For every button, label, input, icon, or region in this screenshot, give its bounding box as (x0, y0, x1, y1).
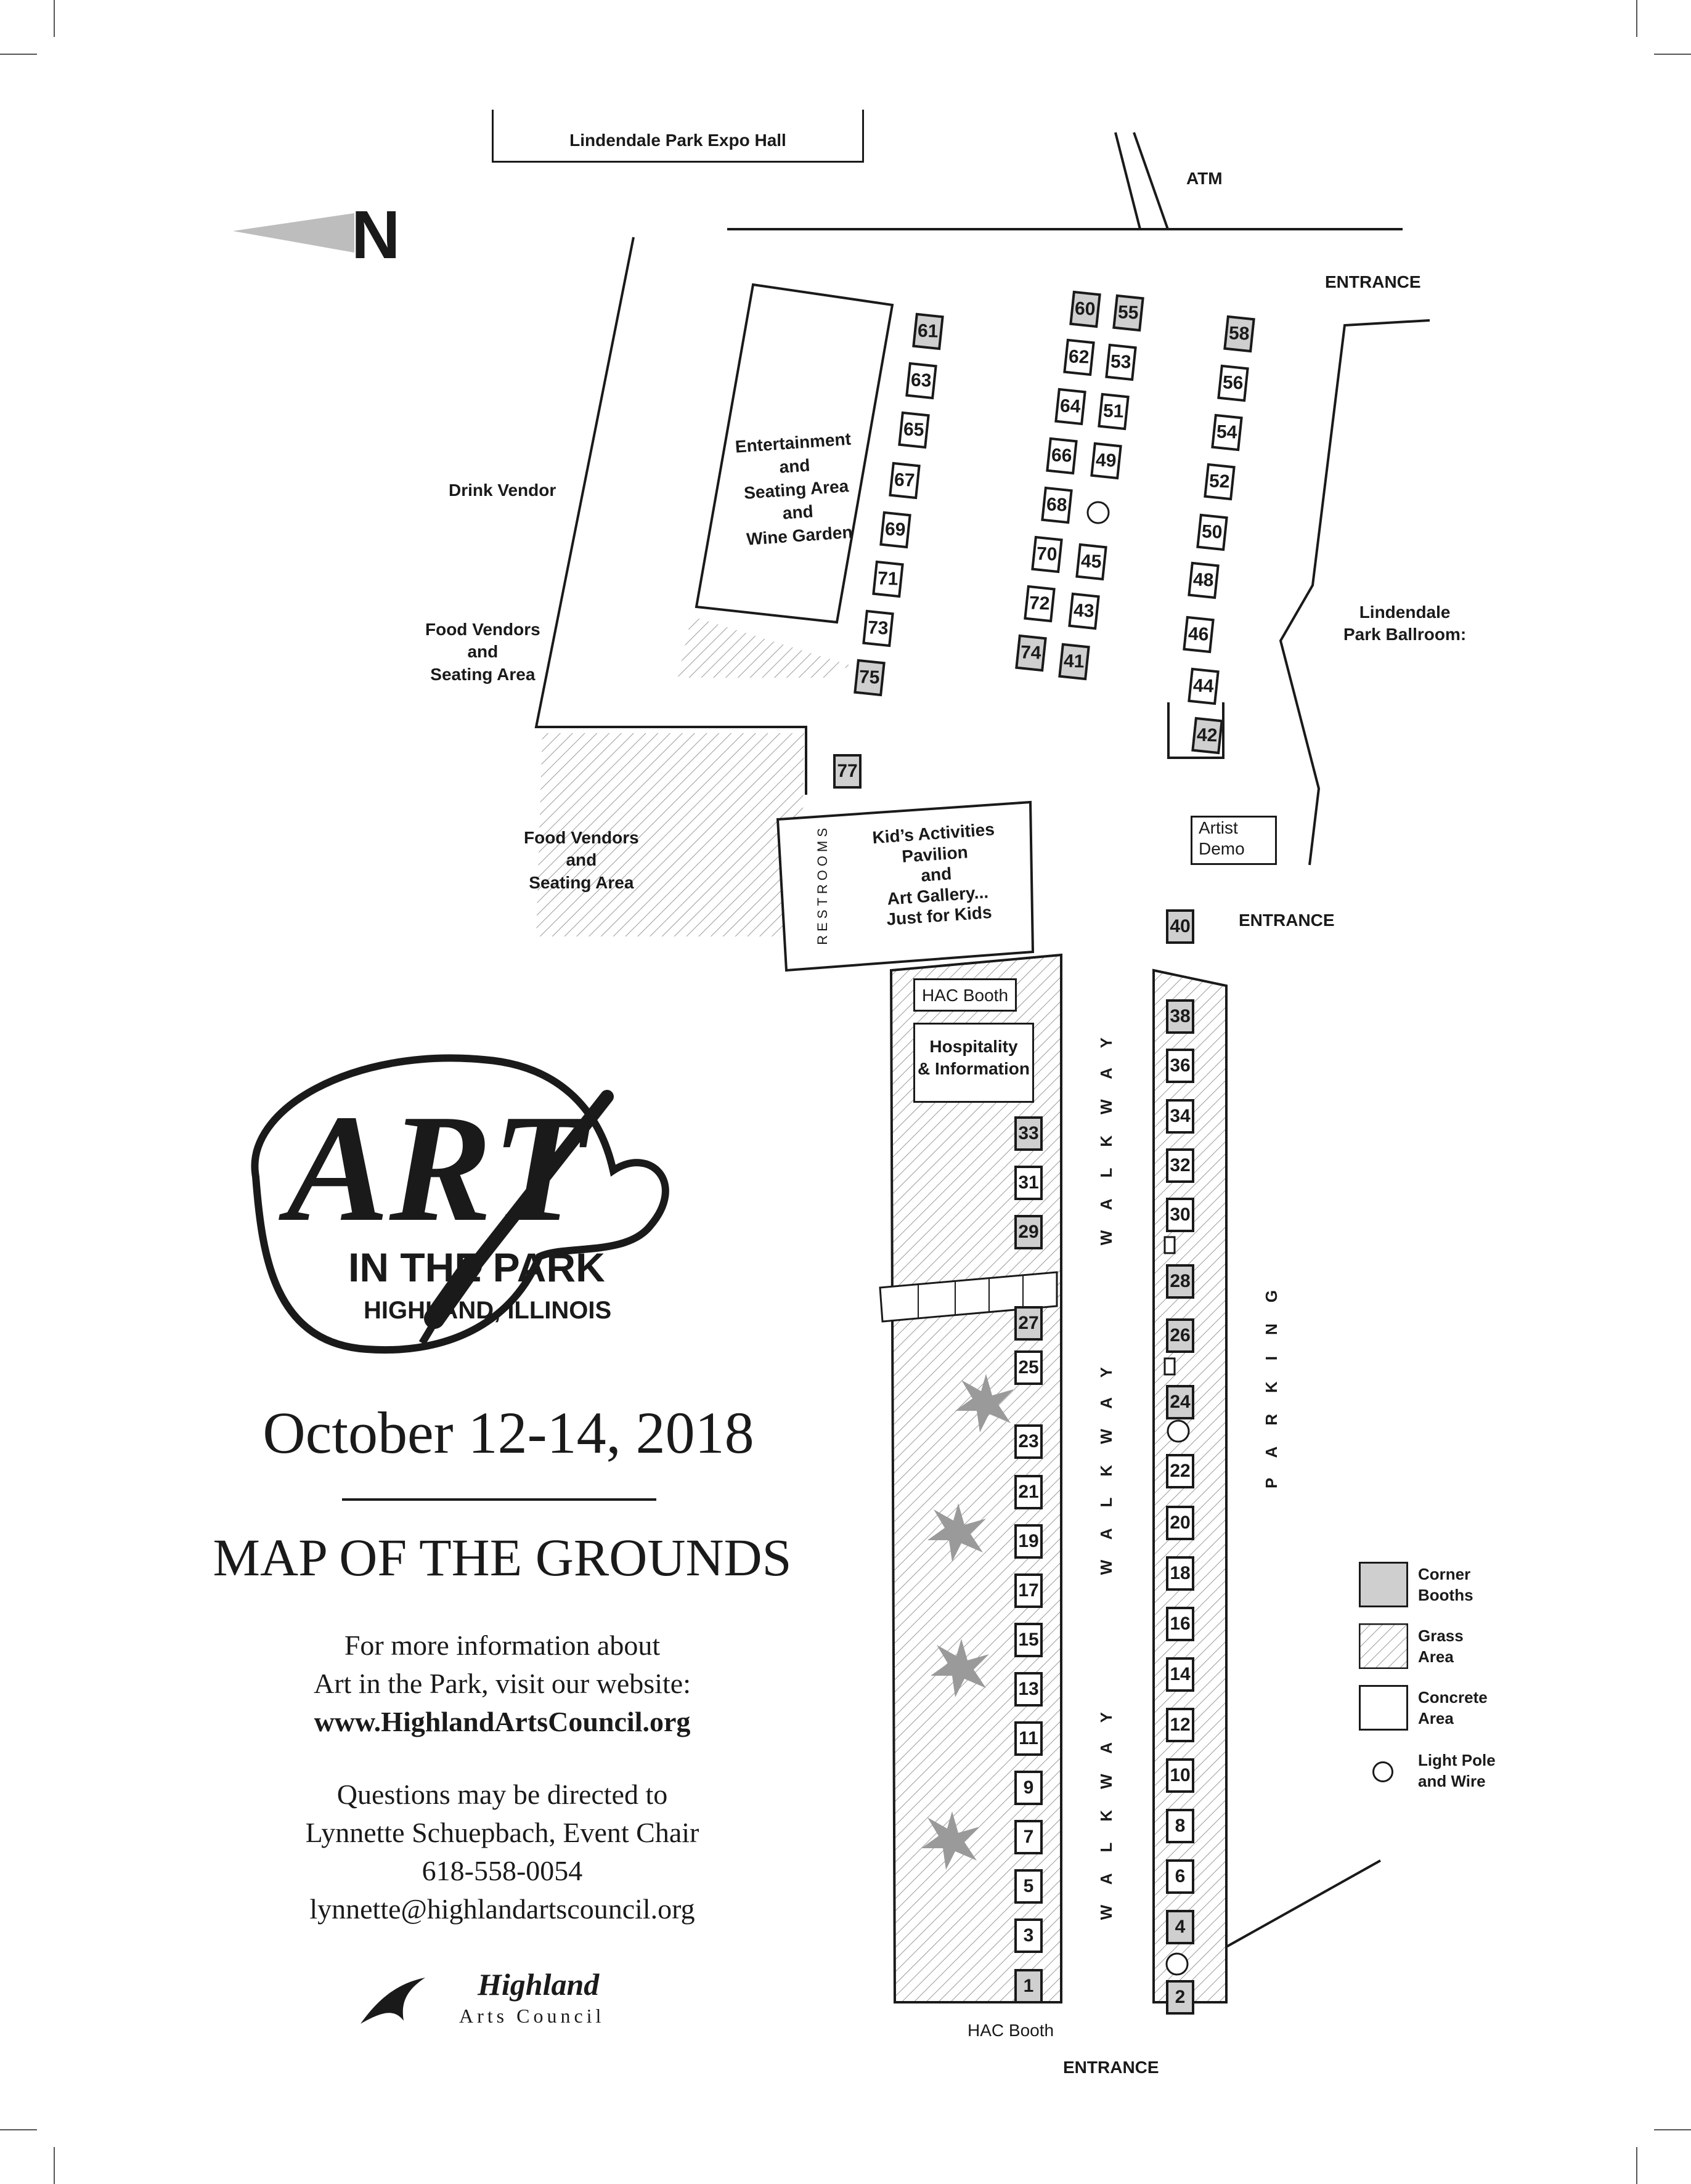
booth-number: 75 (858, 667, 881, 688)
booth-number: 3 (1023, 1925, 1034, 1946)
booth-number: 17 (1018, 1580, 1039, 1601)
north-label: N (351, 197, 401, 273)
booth-55[interactable] (1112, 294, 1144, 332)
booth-33[interactable] (1014, 1116, 1043, 1151)
website-link[interactable]: www.HighlandArtsCouncil.org (314, 1706, 691, 1737)
walkway-3-label: WALKWAY (1097, 1691, 1115, 1920)
legend-concrete-swatch (1359, 1685, 1408, 1731)
booth-49[interactable] (1090, 442, 1122, 480)
booth-4[interactable] (1166, 1910, 1194, 1944)
event-dates: October 12-14, 2018 (263, 1400, 754, 1466)
booth-13[interactable] (1014, 1672, 1043, 1707)
booth-number: 55 (1117, 302, 1139, 323)
light-pole-icon (1372, 1761, 1393, 1782)
booth-number: 29 (1018, 1222, 1039, 1242)
booth-number: 74 (1020, 642, 1042, 664)
booth-2[interactable] (1166, 1980, 1194, 2015)
booth-number: 71 (877, 568, 899, 590)
booth-number: 69 (884, 519, 907, 540)
booth-29[interactable] (1014, 1215, 1043, 1249)
booth-number: 4 (1175, 1917, 1186, 1937)
booth-74[interactable] (1015, 635, 1047, 672)
booth-number: 50 (1201, 521, 1223, 543)
legend-grass-swatch (1359, 1623, 1408, 1669)
legend-concrete-label: Concrete Area (1418, 1688, 1488, 1727)
hac-booth-bottom-label: HAC Booth (968, 2021, 1054, 2040)
booth-number: 10 (1170, 1765, 1191, 1785)
more-info-line-2: Art in the Park, visit our website: (314, 1668, 691, 1699)
booth-54[interactable] (1211, 414, 1243, 452)
ballroom-label: Lindendale Park Ballroom: (1343, 603, 1467, 644)
booth-number: 11 (1019, 1728, 1038, 1748)
booth-42[interactable] (1191, 717, 1223, 755)
food-vendors-1-label: Food Vendors and Seating Area (425, 620, 540, 684)
booth-32[interactable] (1166, 1148, 1194, 1183)
booth-number: 12 (1170, 1715, 1191, 1735)
booth-28[interactable] (1166, 1264, 1194, 1299)
booth-60[interactable] (1069, 291, 1101, 328)
booth-number: 60 (1074, 298, 1096, 320)
booth-number: 51 (1102, 400, 1125, 422)
booth-number: 70 (1036, 543, 1058, 565)
booth-43[interactable] (1068, 593, 1100, 630)
booth-number: 30 (1170, 1204, 1191, 1225)
booth-25[interactable] (1014, 1350, 1043, 1385)
booth-64[interactable] (1054, 388, 1086, 426)
restrooms-label: RESTROOMS (815, 824, 830, 945)
booth-number: 31 (1018, 1172, 1039, 1193)
booth-26[interactable] (1166, 1318, 1194, 1353)
legend-corner-label: Corner Booths (1418, 1565, 1473, 1604)
booth-65[interactable] (898, 412, 930, 449)
booth-34[interactable] (1166, 1099, 1194, 1134)
booth-44[interactable] (1188, 668, 1220, 705)
booth-number: 65 (903, 419, 925, 440)
booth-16[interactable] (1166, 1607, 1194, 1641)
phone-line: 618-558-0054 (422, 1855, 583, 1886)
booth-number: 68 (1046, 494, 1068, 516)
booth-3[interactable] (1014, 1918, 1043, 1953)
map-heading: MAP OF THE GROUNDS (213, 1528, 792, 1587)
booth-40[interactable] (1166, 909, 1194, 944)
booth-31[interactable] (1014, 1166, 1043, 1200)
booth-number: 2 (1175, 1987, 1186, 2007)
kids-pavilion-label: Kid’s Activities Pavilion and Art Gallery... Just for Kids (871, 819, 995, 930)
booth-number: 53 (1110, 351, 1132, 373)
booth-15[interactable] (1014, 1623, 1043, 1657)
booth-45[interactable] (1075, 543, 1107, 581)
booth-number: 6 (1175, 1866, 1186, 1886)
booth-number: 41 (1063, 651, 1085, 672)
booth-number: 77 (837, 761, 858, 781)
booth-number: 28 (1170, 1271, 1191, 1291)
booth-58[interactable] (1223, 315, 1255, 353)
booth-number: 27 (1018, 1313, 1039, 1333)
council-name: Highland (478, 1967, 600, 2002)
hac-booth-top-label: HAC Booth (921, 986, 1009, 1005)
booth-number: 33 (1018, 1123, 1039, 1143)
booth-number: 22 (1170, 1461, 1191, 1481)
booth-72[interactable] (1024, 585, 1056, 623)
booth-7[interactable] (1014, 1820, 1043, 1854)
booth-20[interactable] (1166, 1506, 1194, 1540)
booth-61[interactable] (912, 313, 944, 351)
booth-number: 44 (1192, 675, 1215, 697)
walkway-2-label: WALKWAY (1097, 1346, 1115, 1575)
booth-52[interactable] (1204, 463, 1236, 501)
legend-light-label: Light Pole and Wire (1418, 1751, 1496, 1790)
legend-grass-label: Grass Area (1418, 1626, 1464, 1666)
parking-label: PARKING (1262, 1269, 1281, 1488)
hospitality-label: Hospitality & Information (918, 1037, 1030, 1079)
booth-6[interactable] (1166, 1859, 1194, 1894)
booth-46[interactable] (1183, 616, 1215, 654)
food-vendors-2-label: Food Vendors and Seating Area (524, 828, 639, 892)
contact-line: Lynnette Schuepbach, Event Chair (305, 1817, 699, 1848)
booth-number: 26 (1170, 1325, 1191, 1346)
booth-51[interactable] (1098, 393, 1130, 431)
booth-23[interactable] (1014, 1424, 1043, 1459)
booth-number: 19 (1018, 1531, 1039, 1551)
booth-number: 52 (1208, 471, 1231, 492)
booth-69[interactable] (879, 511, 911, 549)
questions-line: Questions may be directed to (336, 1779, 668, 1810)
council-sub: Arts Council (459, 2005, 605, 2027)
booth-number: 36 (1170, 1055, 1191, 1076)
artist-demo-label: Artist Demo (1199, 818, 1245, 858)
booth-number: 16 (1170, 1614, 1191, 1634)
logo-in-the-park: IN THE PARK (348, 1244, 605, 1290)
expo-hall-label: Lindendale Park Expo Hall (569, 131, 786, 150)
booth-27[interactable] (1014, 1306, 1043, 1341)
booth-19[interactable] (1014, 1524, 1043, 1559)
booth-21[interactable] (1014, 1475, 1043, 1509)
booth-number: 20 (1170, 1512, 1191, 1533)
booth-number: 67 (894, 469, 916, 491)
divider (342, 1498, 656, 1501)
booth-73[interactable] (862, 610, 894, 647)
booth-number: 64 (1059, 396, 1082, 417)
booth-56[interactable] (1217, 365, 1249, 402)
email-link[interactable]: lynnette@highlandartscouncil.org (309, 1893, 695, 1925)
booth-8[interactable] (1166, 1809, 1194, 1843)
booth-number: 9 (1023, 1777, 1034, 1798)
booth-36[interactable] (1166, 1049, 1194, 1083)
booth-18[interactable] (1166, 1556, 1194, 1591)
booth-number: 66 (1051, 445, 1073, 466)
booth-71[interactable] (872, 561, 904, 598)
booth-38[interactable] (1166, 999, 1194, 1034)
atm-label: ATM (1186, 169, 1223, 188)
booth-75[interactable] (854, 659, 886, 697)
booth-number: 45 (1080, 551, 1102, 572)
booth-number: 24 (1170, 1392, 1191, 1412)
booth-number: 13 (1018, 1679, 1039, 1699)
booth-53[interactable] (1105, 344, 1137, 381)
entertainment-label: Entertainment and Seating Area and Wine Garden (734, 429, 854, 549)
booth-67[interactable] (889, 462, 921, 500)
booth-number: 5 (1023, 1876, 1034, 1896)
booth-63[interactable] (905, 362, 937, 400)
booth-50[interactable] (1196, 514, 1228, 551)
booth-66[interactable] (1046, 437, 1078, 475)
booth-5[interactable] (1014, 1869, 1043, 1904)
booth-number: 1 (1023, 1976, 1034, 1996)
booth-14[interactable] (1166, 1657, 1194, 1692)
booth-9[interactable] (1014, 1771, 1043, 1805)
booth-number: 32 (1170, 1155, 1191, 1175)
booth-77[interactable] (833, 754, 862, 789)
booth-number: 63 (910, 370, 932, 391)
drink-vendor-label: Drink Vendor (449, 481, 556, 500)
booth-number: 42 (1196, 725, 1218, 746)
logo-location: HIGHLAND, ILLINOIS (364, 1297, 612, 1324)
booth-number: 14 (1170, 1664, 1191, 1684)
booth-24[interactable] (1166, 1385, 1194, 1419)
booth-number: 73 (867, 617, 889, 639)
booth-number: 62 (1068, 346, 1090, 368)
booth-number: 7 (1023, 1827, 1034, 1847)
booth-number: 72 (1029, 593, 1051, 614)
booth-number: 54 (1216, 421, 1238, 443)
booth-number: 8 (1175, 1816, 1186, 1836)
booth-62[interactable] (1063, 339, 1095, 376)
booth-number: 18 (1170, 1563, 1191, 1583)
booth-number: 61 (917, 320, 939, 342)
entrance-bottom-label: ENTRANCE (1063, 2058, 1159, 2077)
booth-17[interactable] (1014, 1573, 1043, 1608)
booth-1[interactable] (1014, 1969, 1043, 2003)
booth-number: 25 (1018, 1357, 1039, 1378)
booth-12[interactable] (1166, 1708, 1194, 1742)
legend-corner-swatch (1359, 1562, 1408, 1607)
booth-number: 46 (1188, 623, 1210, 645)
booth-number: 56 (1222, 372, 1244, 394)
booth-number: 48 (1192, 569, 1215, 591)
booth-number: 38 (1170, 1006, 1191, 1026)
booth-number: 23 (1018, 1431, 1039, 1451)
booth-number: 43 (1073, 600, 1095, 622)
booth-68[interactable] (1041, 487, 1073, 524)
entrance-mid-label: ENTRANCE (1239, 911, 1335, 930)
booth-48[interactable] (1188, 562, 1220, 599)
art-in-the-park-logo (219, 1023, 736, 1374)
booth-number: 15 (1018, 1630, 1039, 1650)
booth-number: 40 (1170, 916, 1191, 936)
council-logo-mark (357, 1965, 431, 2033)
booth-10[interactable] (1166, 1758, 1194, 1793)
booth-number: 21 (1018, 1482, 1039, 1502)
booth-number: 58 (1228, 323, 1250, 344)
booth-11[interactable] (1014, 1721, 1043, 1756)
booth-number: 34 (1170, 1106, 1191, 1126)
info-block (185, 1626, 820, 1928)
booth-22[interactable] (1166, 1454, 1194, 1488)
booth-30[interactable] (1166, 1198, 1194, 1232)
booth-number: 49 (1095, 450, 1117, 471)
entrance-top-label: ENTRANCE (1325, 272, 1421, 291)
logo-art-text: ART (287, 1083, 587, 1254)
booth-41[interactable] (1058, 643, 1090, 681)
walkway-1-label: WALKWAY (1097, 1017, 1115, 1246)
booth-70[interactable] (1031, 536, 1063, 574)
more-info-line-1: For more information about (344, 1630, 661, 1661)
